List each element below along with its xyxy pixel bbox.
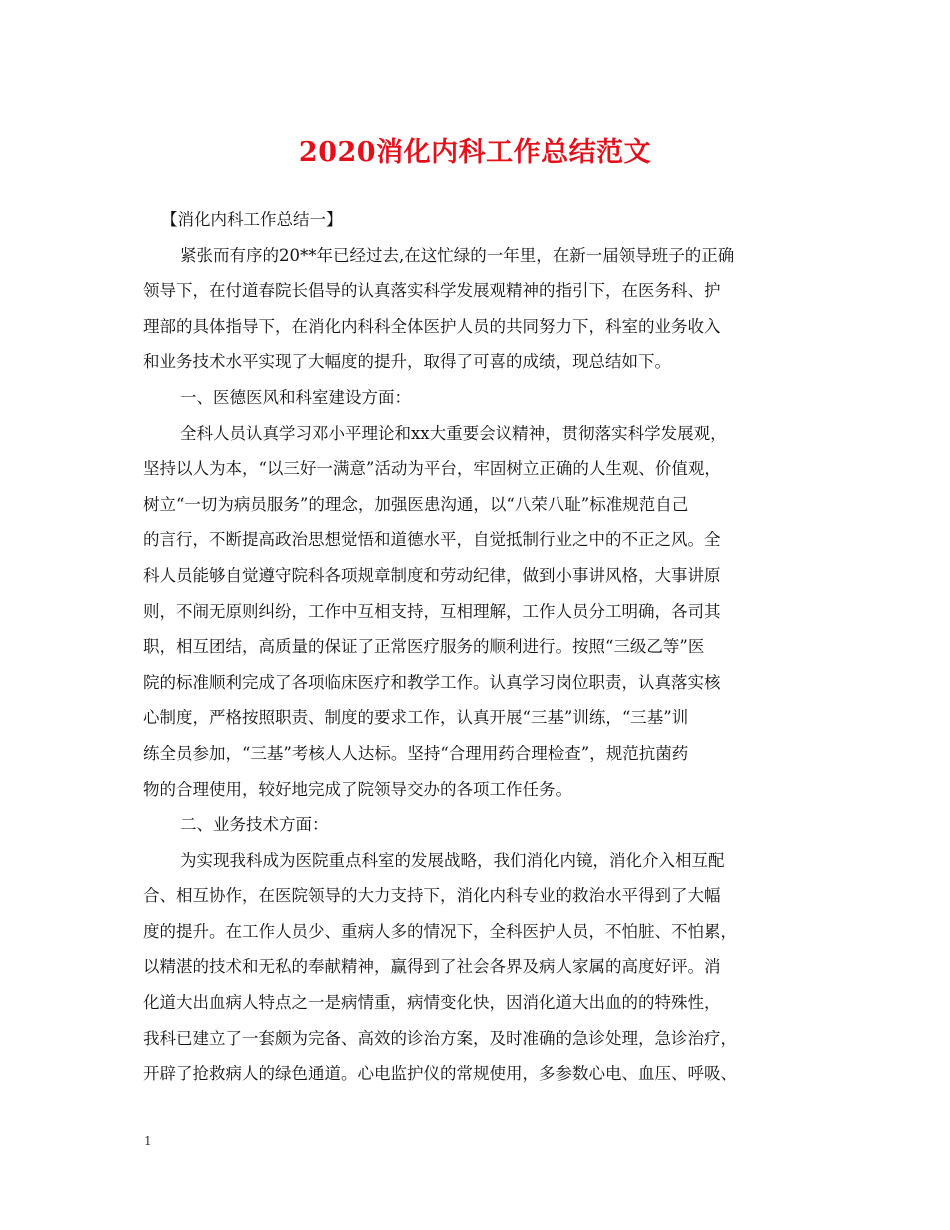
paragraph-line: 度的提升。在工作人员少、重病人多的情况下，全科医护人员，不怕脏、不怕累， [143,921,737,941]
paragraph-line: 以精湛的技术和无私的奉献精神，赢得到了社会各界及病人家属的高度好评。消 [143,957,721,977]
page-number: 1 [144,1134,152,1148]
paragraph-line: 全科人员认真学习邓小平理论和xx大重要会议精神，贯彻落实科学发展观， [180,423,727,443]
paragraph-line: 的言行，不断提高政治思想觉悟和道德水平，自觉抵制行业之中的不正之风。全 [143,530,721,550]
paragraph-line: 心制度，严格按照职责、制度的要求工作，认真开展“三基”训练，“三基”训 [143,708,689,728]
paragraph-line: 我科已建立了一套颇为完备、高效的诊治方案，及时准确的急诊处理，急诊治疗， [143,1028,737,1048]
paragraph-line: 领导下，在付道春院长倡导的认真落实科学发展观精神的指引下，在医务科、护 [143,281,721,301]
paragraph-line: 则，不闹无原则纠纷，工作中互相支持，互相理解，工作人员分工明确，各司其 [143,601,721,621]
document-title: 2020消化内科工作总结范文 [298,137,652,168]
paragraph-line: 化道大出血病人特点之一是病情重，病情变化快，因消化道大出血的的特殊性， [143,993,721,1013]
section-heading: 一、医德医风和科室建设方面： [180,387,411,407]
paragraph-line: 紧张而有序的20**年已经过去,在这忙绿的一年里，在新一届领导班子的正确 [180,245,735,265]
paragraph-line: 和业务技术水平实现了大幅度的提升，取得了可喜的成绩，现总结如下。 [143,352,671,372]
paragraph-line: 为实现我科成为医院重点科室的发展战略，我们消化内镜，消化介入相互配 [180,850,725,870]
paragraph-line: 合、相互协作，在医院领导的大力支持下，消化内科专业的救治水平得到了大幅 [143,886,721,906]
paragraph-line: 练全员参加，“三基”考核人人达标。坚持“合理用药合理检查”，规范抗菌药 [143,743,689,763]
paragraph-line: 物的合理使用，较好地完成了院领导交办的各项工作任务。 [143,779,572,799]
paragraph-line: 理部的具体指导下，在消化内科科全体医护人员的共同努力下，科室的业务收入 [143,316,721,336]
paragraph-line: 院的标准顺利完成了各项临床医疗和教学工作。认真学习岗位职责，认真落实核 [143,672,721,692]
section-heading: 二、业务技术方面： [180,815,329,835]
paragraph-line: 职，相互团结，高质量的保证了正常医疗服务的顺利进行。按照“三级乙等”医 [143,637,705,657]
section-heading: 【消化内科工作总结一】 [161,210,343,229]
paragraph-line: 树立“一切为病员服务”的理念，加强医患沟通，以“八荣八耻”标准规范自己 [143,494,689,514]
document-body [143,202,809,1092]
paragraph-line: 科人员能够自觉遵守院科各项规章制度和劳动纪律，做到小事讲风格，大事讲原 [143,565,721,585]
paragraph-line: 开辟了抢救病人的绿色通道。心电监护仪的常规使用，多参数心电、血压、呼吸、 [143,1064,737,1084]
paragraph-line: 坚持以人为本，“以三好一满意”活动为平台，牢固树立正确的人生观、价值观， [143,459,721,479]
